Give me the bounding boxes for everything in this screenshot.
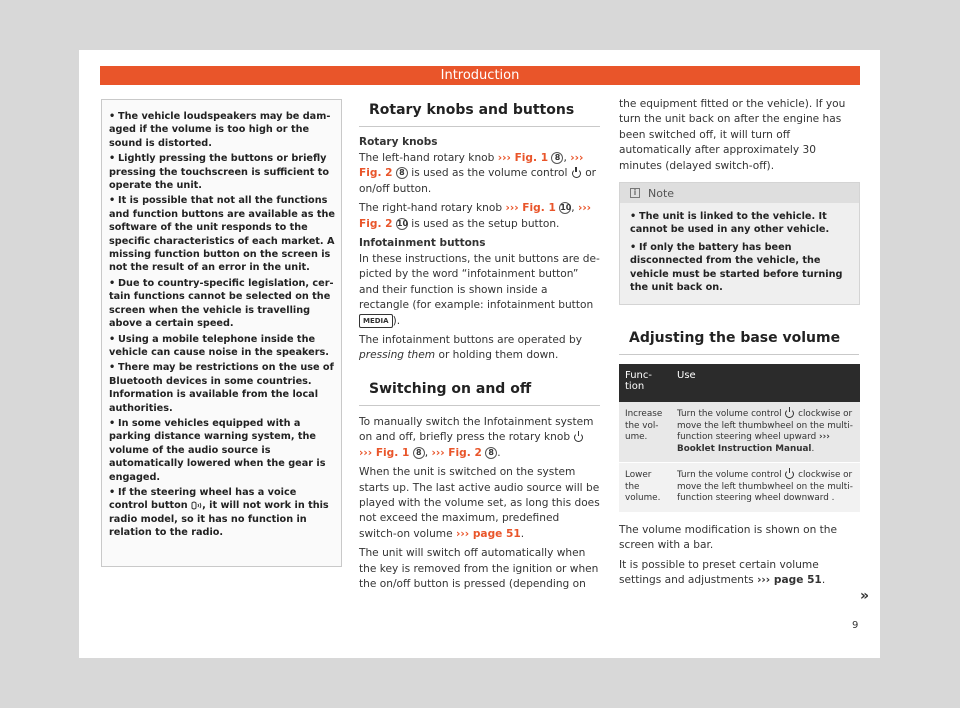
note-title: Note	[648, 186, 675, 200]
power-icon	[574, 433, 583, 442]
section-title-switching: Switching on and off	[359, 378, 600, 406]
callout-8: 8	[551, 152, 563, 164]
table-cell-function: Lower the volume.	[619, 463, 671, 513]
subheading-infotainment-buttons: Infotainment buttons	[359, 237, 486, 250]
table-cell-use: Turn the volume control clockwise or move the left thumbwheel on the multi-function steering wheel downward .	[671, 463, 860, 513]
chapter-header: Introduction	[100, 66, 860, 85]
page-link[interactable]: ››› page 51	[456, 527, 521, 540]
table-row	[619, 463, 860, 513]
note-header	[620, 183, 859, 203]
paragraph-infotainment-buttons: In these instructions, the unit buttons are depicted by the word “infotainment button” and their function is shown inside a rectangle (for example: infotainment button MEDIA ).	[359, 253, 600, 327]
warning-list	[109, 110, 335, 540]
paragraph-volume-preset: It is possible to preset certain volume settings and adjustments ››› page 51.	[619, 558, 826, 587]
paragraph-switch-manual: To manually switch the Infotainment system on and off, briefly press the rotary knob ››› Fig. 1 8 , ››› Fig. 2 8 .	[359, 415, 594, 459]
figure-link[interactable]: ››› Fig. 2	[359, 202, 592, 230]
warning-item: • Due to country-specific legislation, certain functions cannot be selected on the screen when the vehicle is travelling above a certain speed.	[109, 277, 334, 330]
figure-link[interactable]: ››› Fig. 2	[359, 152, 584, 180]
warning-item: • In some vehicles equipped with a parking distance warning system, the volume of the audio source is automatically lowered when the gear is engaged.	[109, 417, 326, 483]
callout-8: 8	[485, 447, 497, 459]
section-title-rotary: Rotary knobs and buttons	[359, 99, 600, 127]
figure-link[interactable]: ››› Fig. 1	[359, 446, 410, 459]
note-box	[619, 182, 860, 305]
paragraph-right-knob: The right-hand rotary knob ››› Fig. 1 10, ››› Fig. 2 10 is used as the setup button.	[359, 202, 592, 230]
paragraph-auto-off-continued: the equipment fitted or the vehicle). If you turn the unit back on after the engine has been switched off, it will turn off automatically after approximately 30 minutes (delayed switch-off).	[619, 98, 846, 172]
warning-box	[101, 99, 342, 567]
table-header-use: Use	[671, 364, 860, 402]
warning-item: • The vehicle loudspeakers may be damaged if the volume is too high or the sound is distorted.	[109, 111, 331, 149]
warning-item: • It is possible that not all the functions and function buttons are available as the software of the unit responds to the specific characteristics of each market. A missing function button on the screen is not the result of an error in the unit.	[109, 195, 335, 274]
page-number: 9	[852, 620, 859, 631]
table-row	[619, 402, 860, 463]
callout-10: 10	[396, 218, 409, 228]
figure-link[interactable]: ››› Fig. 2	[431, 446, 482, 459]
power-icon	[785, 470, 794, 479]
page-link[interactable]: ››› page 51	[757, 574, 822, 587]
power-icon	[572, 169, 581, 178]
paragraph-startup: When the unit is switched on the system starts up. The last active audio source will be played with the volume set, as long this does not exceed the maximum, predefined switch-on volume ››› page 51.	[359, 466, 600, 540]
note-list	[620, 203, 859, 304]
voice-control-icon	[191, 501, 202, 510]
info-icon: i	[630, 188, 640, 198]
figure-link[interactable]: ››› Fig. 1	[497, 152, 549, 164]
callout-8: 8	[396, 167, 408, 179]
column-right	[619, 97, 859, 593]
section-title-volume: Adjusting the base volume	[619, 327, 859, 355]
media-button-icon: MEDIA	[359, 314, 393, 328]
power-icon	[785, 409, 794, 418]
paragraph-operation: The infotainment buttons are operated by pressing them or holding them down.	[359, 334, 582, 362]
column-middle	[359, 99, 600, 596]
note-item: • If only the battery has been disconnected from the vehicle, the vehicle must be started before turning the unit back on.	[630, 241, 843, 294]
callout-8: 8	[413, 447, 425, 459]
callout-10: 10	[560, 203, 572, 213]
paragraph-auto-off: The unit will switch off automatically when the key is removed from the ignition or when the on/off button is pressed (depending on	[359, 547, 599, 590]
warning-item: • There may be restrictions on the use of Bluetooth devices in some countries. Information is available from the local authorities.	[109, 362, 334, 414]
warning-item: • Using a mobile telephone inside the vehicle can cause noise in the speakers.	[109, 333, 329, 358]
warning-item: • Lightly pressing the buttons or briefly pressing the touchscreen is sufficient to operate the unit.	[109, 153, 330, 192]
volume-table	[619, 364, 860, 513]
table-cell-use: Turn the volume control clockwise or move the left thumbwheel on the multi-function steering wheel upward ››› Booklet Instruction Manual.	[671, 402, 860, 463]
warning-item: • If the steering wheel has a voice control button , it will not work in this radio model, so it has no function in relation to the radio.	[109, 486, 329, 539]
continue-mark: »	[860, 588, 870, 604]
note-item: • The unit is linked to the vehicle. It cannot be used in any other vehicle.	[630, 211, 830, 236]
figure-link[interactable]: ››› Fig. 1	[505, 202, 556, 215]
paragraph-volume-bar: The volume modification is shown on the screen with a bar.	[619, 523, 838, 552]
paragraph-left-knob: The left-hand rotary knob ››› Fig. 1 8 , ››› Fig. 2 8 is used as the volume control or on/off button.	[359, 152, 597, 195]
table-cell-function: Increase the volume.	[619, 402, 671, 463]
table-header-function: Function	[619, 364, 671, 402]
subheading-rotary-knobs: Rotary knobs	[359, 136, 438, 148]
